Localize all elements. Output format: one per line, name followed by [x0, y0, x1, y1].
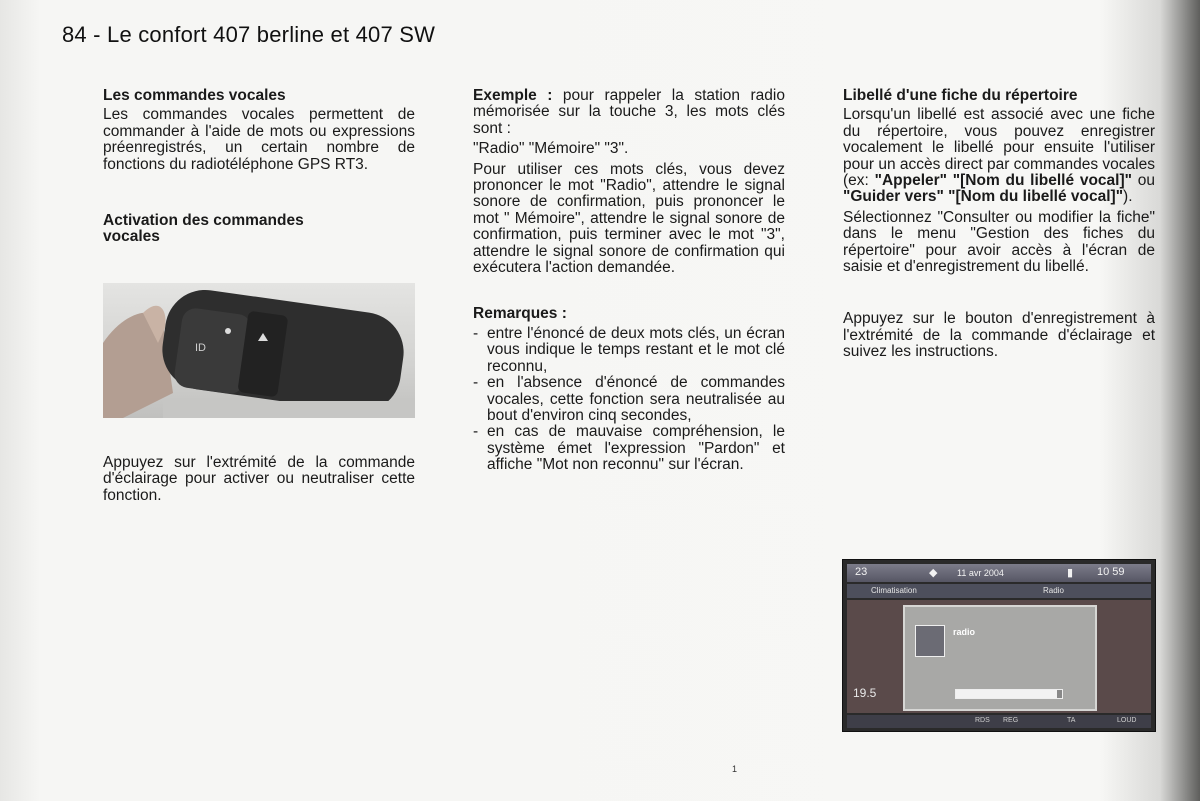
bottom-item: LOUD	[1117, 717, 1137, 724]
text-or: ou	[1137, 172, 1156, 190]
column-left	[103, 88, 415, 249]
list-item: - entre l'énoncé de deux mots clés, un écran vous indique le temps restant et le mot clé reconnu,	[473, 326, 785, 375]
heading-remarks: Remarques :	[473, 305, 567, 323]
column-middle	[473, 88, 785, 474]
screen-tabs	[847, 584, 1151, 598]
heading-activation: Activation des commandes vocales	[103, 212, 304, 246]
example-paragraph	[473, 88, 785, 137]
paragraph-activation: Appuyez sur l'extrémité de la commande d'éclairage pour activer ou neutraliser cette fonction.	[103, 454, 415, 504]
paragraph-voice-commands: Les commandes vocales permettent de commander à l'aide de mots ou expressions préenregistrés, un certain nombre de fonctions du radiotéléphone GPS RT3.	[103, 106, 415, 173]
paragraph-select: Sélectionnez "Consulter ou modifier la fiche" dans le menu "Gestion des fiches du répertoire" pour avoir accès à l'écran de saisie et d'enregistrement du libellé.	[843, 208, 1155, 276]
bottom-item: REG	[1003, 717, 1019, 724]
paragraph-usage: Pour utiliser ces mots clés, vous devez prononcer le mot "Radio", attendre le signal sonore de confirmation, puis prononcer le mot " Mémoire", attendre le signal sonore de confirmation, puis terminer avec le mot "3", attendre le signal sonore de confirmation qui exécutera l'action demandée.	[473, 160, 785, 277]
satellite-icon: ◆	[929, 567, 938, 579]
temperature-readout: 23	[855, 566, 868, 578]
example-label: Exemple :	[473, 87, 553, 104]
list-item: - en l'absence d'énoncé de commandes vocales, cette fonction sera neutralisée au bout d'environ cinq secondes,	[473, 375, 785, 424]
rt3-display-screen	[842, 559, 1156, 732]
bottom-item: TA	[1067, 717, 1076, 724]
lighting-stalk-photo	[103, 283, 415, 418]
text-close: ).	[1123, 188, 1133, 206]
screen-bottom-bar	[847, 715, 1151, 728]
page-mark: 1	[732, 764, 738, 774]
list-item: - en cas de mauvaise compréhension, le système émet l'expression "Pardon" et affiche "Mot non reconnu" sur l'écran.	[473, 424, 785, 473]
date-readout: 11 avr 2004	[957, 568, 1004, 578]
voice-popup	[903, 605, 1097, 711]
popup-label: radio	[953, 627, 976, 637]
screen-status-bar	[847, 564, 1151, 582]
example-keywords: "Radio" "Mémoire" "3".	[473, 140, 629, 158]
column-right	[843, 88, 1155, 365]
paragraph-record: Appuyez sur le bouton d'enregistrement à l'extrémité de la commande d'éclairage et suivez les instructions.	[843, 310, 1155, 361]
tab-radio: Radio	[1043, 586, 1064, 595]
screen-body	[847, 600, 1151, 713]
bottom-item: RDS	[975, 717, 990, 724]
phone-icon: ▮	[1067, 567, 1074, 579]
side-value: 19.5	[853, 686, 877, 700]
voice-head-icon	[915, 625, 945, 657]
tab-climatisation: Climatisation	[871, 586, 917, 595]
column-left-bottom	[103, 455, 415, 508]
heading-directory-label: Libellé d'une fiche du répertoire	[843, 87, 1078, 104]
text-intro: Lorsqu'un libellé est associé avec une fiche du répertoire, vous pouvez enregistrer vocalement le libellé pour ensuite l'utiliser pour un accès direct par commandes vocales (ex:	[843, 106, 1155, 190]
timer-bar	[955, 689, 1063, 699]
paragraph-directory-label	[843, 107, 1155, 205]
svg-text:ID: ID	[195, 342, 206, 354]
remarks-list	[473, 326, 785, 474]
heading-voice-commands: Les commandes vocales	[103, 87, 286, 104]
text-guide-command: "Guider vers" "[Nom du libellé vocal]"	[843, 188, 1124, 206]
text-call-command: "Appeler" "[Nom du libellé vocal]"	[874, 172, 1132, 190]
timer-bar-fill	[956, 690, 1057, 698]
page-header: 84 - Le confort 407 berline et 407 SW	[62, 22, 436, 47]
example-text: pour rappeler la station radio mémorisée sur la touche 3, les mots clés sont :	[473, 87, 785, 137]
time-readout: 10 59	[1097, 566, 1125, 578]
lighting-stalk-image	[103, 283, 415, 418]
